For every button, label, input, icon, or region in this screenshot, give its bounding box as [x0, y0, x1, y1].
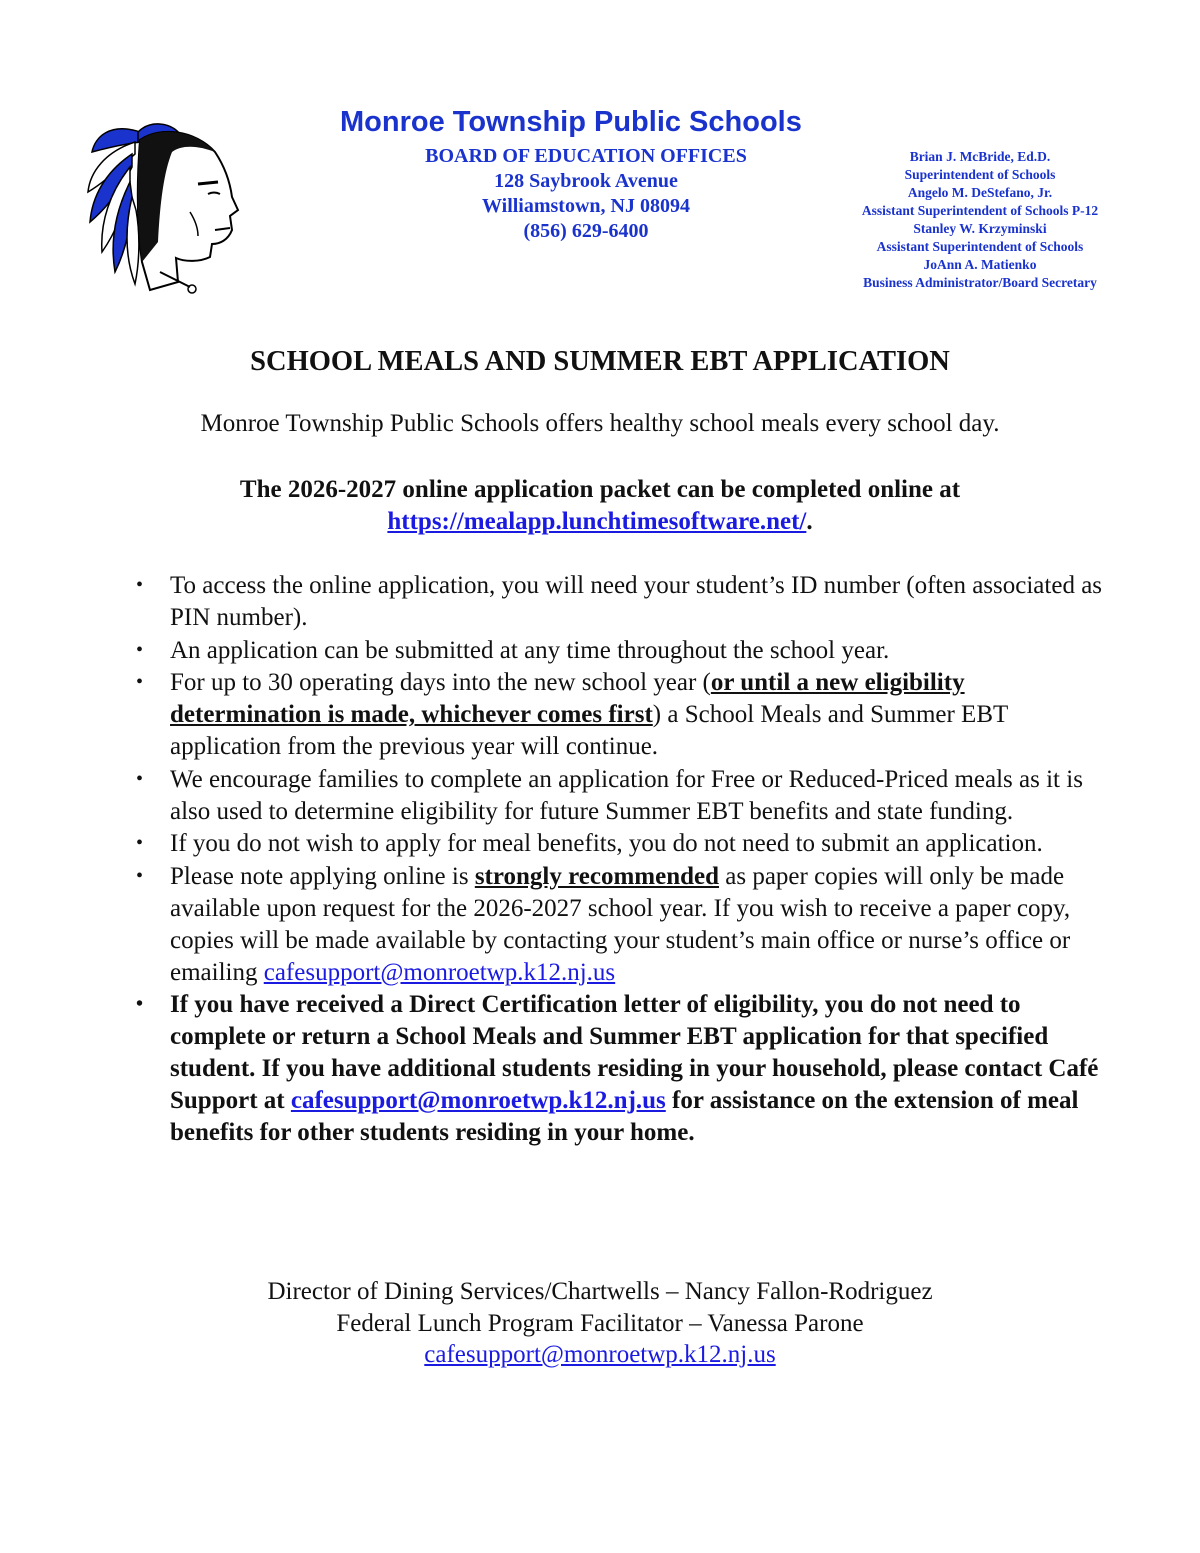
address-block	[380, 144, 792, 244]
bullet-text-post: ) a School Meals and Summer EBT application from the previous year will continue.	[170, 701, 1008, 760]
bullet-text-post: for assistance on the extension of meal benefits for other students residing in your home.	[170, 1086, 1079, 1146]
bullet-text: To access the online application, you will need your student’s ID number (often associated as PIN number).	[170, 572, 1103, 631]
address-line-3: Williamstown, NJ 08094	[482, 195, 690, 217]
bullet-text-pre: For up to 30 operating days into the new school year (	[170, 669, 711, 697]
address-line-4: (856) 629-6400	[523, 220, 649, 242]
list-item	[136, 861, 1116, 988]
packet-link-line	[0, 506, 1200, 538]
email-link[interactable]: cafesupport@monroetwp.k12.nj.us	[263, 958, 616, 986]
application-link[interactable]: https://mealapp.lunchtimesoftware.net/	[387, 508, 807, 535]
address-line-1: BOARD OF EDUCATION OFFICES	[425, 145, 747, 167]
org-name: Monroe Township Public Schools	[340, 106, 802, 138]
bullet-text-pre: Please note applying online is	[170, 863, 475, 891]
bullet-text: We encourage families to complete an application for Free or Reduced-Priced meals as it is also used to determine eligibility for future Summer EBT benefits and state funding.	[170, 765, 1083, 825]
admin-line: Assistant Superintendent of Schools P-12	[861, 203, 1099, 218]
bullet-icon: •	[136, 574, 144, 596]
footer-email-line	[0, 1339, 1200, 1371]
district-logo-icon	[80, 112, 240, 297]
bullet-icon: •	[136, 865, 144, 888]
admin-line: Stanley W. Krzyminski	[913, 221, 1047, 236]
document-title: SCHOOL MEALS AND SUMMER EBT APPLICATION	[250, 346, 950, 377]
packet-line: The 2026-2027 online application packet can be completed online at	[239, 476, 961, 503]
bullet-icon: •	[136, 671, 144, 694]
link-suffix: .	[806, 508, 813, 535]
info-bullet-list	[136, 570, 1116, 1149]
list-item	[136, 764, 1116, 828]
footer-line-2: Federal Lunch Program Facilitator – Vanessa Parone	[336, 1309, 864, 1337]
bullet-icon: •	[136, 832, 144, 855]
admin-line: Superintendent of Schools	[904, 167, 1056, 182]
list-item	[136, 989, 1116, 1148]
packet-notice	[0, 474, 1200, 538]
list-item	[136, 828, 1116, 860]
administrators-list	[830, 148, 1130, 292]
bullet-icon: •	[136, 638, 144, 661]
bullet-emphasis: or until a new eligibility determination is made, whichever comes first	[170, 669, 965, 729]
footer-line-1: Director of Dining Services/Chartwells – Nancy Fallon-Rodriguez	[267, 1278, 933, 1305]
email-link[interactable]: cafesupport@monroetwp.k12.nj.us	[290, 1086, 666, 1114]
bullet-icon: •	[136, 767, 144, 790]
bullet-text: An application can be submitted at any time throughout the school year.	[170, 636, 890, 664]
footer-email-link[interactable]: cafesupport@monroetwp.k12.nj.us	[424, 1341, 776, 1368]
bullet-text-post: as paper copies will only be made available upon request for the 2026-2027 school year. If you wish to receive a paper copy, copies will be made available by contacting your student’s main office or nurse’s office or emailing	[170, 863, 1071, 986]
admin-line: JoAnn A. Matienko	[923, 257, 1037, 272]
intro-text: Monroe Township Public Schools offers healthy school meals every school day.	[200, 410, 1000, 437]
admin-line: Brian J. McBride, Ed.D.	[909, 149, 1051, 164]
list-item	[136, 635, 1116, 667]
bullet-icon: •	[136, 993, 144, 1016]
bullet-emphasis: strongly recommended	[474, 863, 720, 891]
admin-line: Angelo M. DeStefano, Jr.	[907, 185, 1053, 200]
bullet-text: If you do not wish to apply for meal benefits, you do not need to submit an application.	[170, 830, 1043, 858]
list-item	[136, 570, 1116, 634]
list-item	[136, 667, 1116, 762]
address-line-2: 128 Saybrook Avenue	[494, 170, 678, 192]
contact-footer	[0, 1276, 1200, 1371]
bullet-text-pre: If you have received a Direct Certification letter of eligibility, you do not need to complete or return a School Meals and Summer EBT application for that specified student. If you have additional students residing in your household, please contact Café Support at	[170, 991, 1099, 1114]
admin-line: Business Administrator/Board Secretary	[863, 275, 1097, 290]
admin-line: Assistant Superintendent of Schools	[876, 239, 1084, 254]
